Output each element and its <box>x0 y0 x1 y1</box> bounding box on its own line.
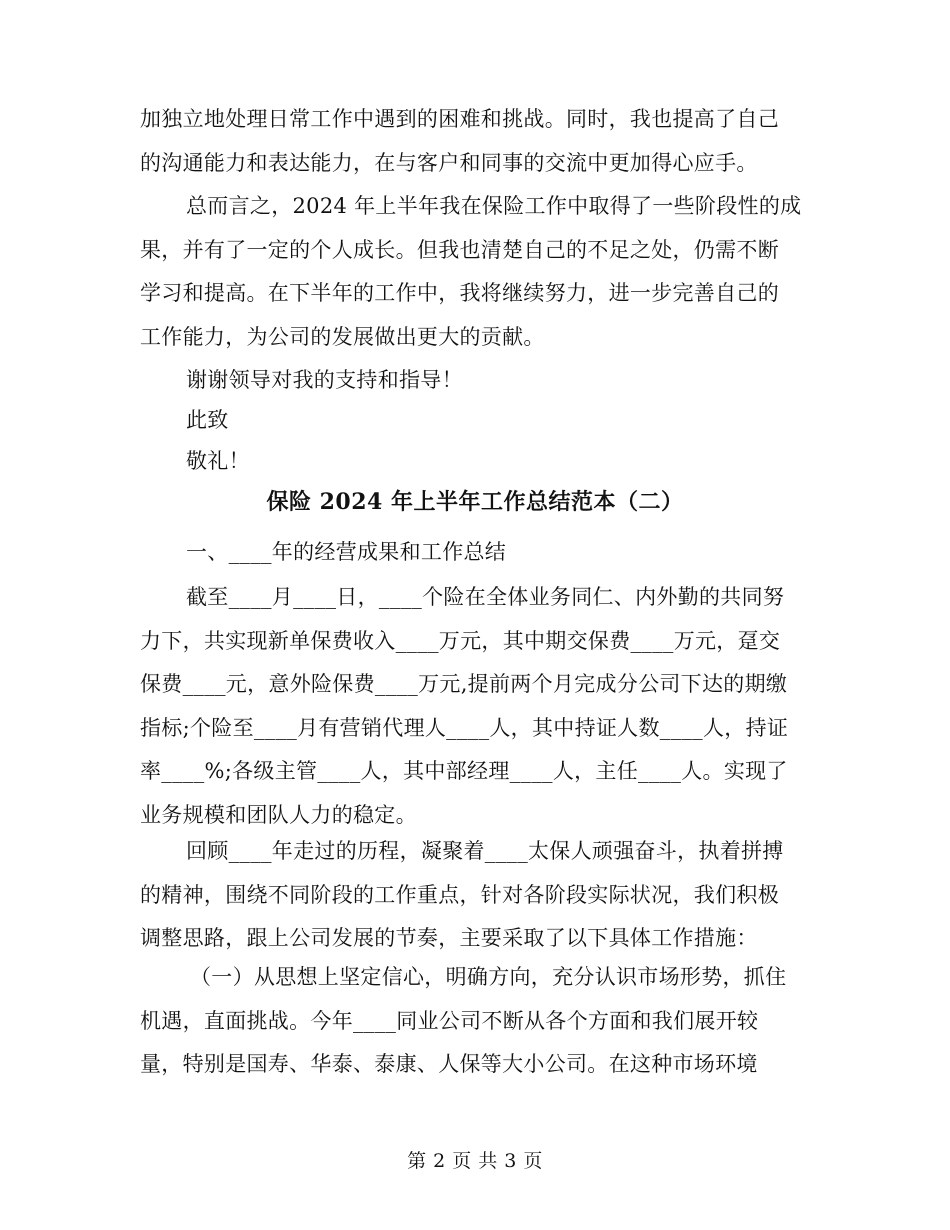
text-line: 一、____年的经营成果和工作总结 <box>186 540 507 564</box>
text-line: 率____%;各级主管____人，其中部经理____人，主任____人。实现了 <box>140 759 788 784</box>
text-line: 谢谢领导对我的支持和指导！ <box>186 368 463 392</box>
text-line: 指标;个险至____月有营销代理人____人，其中持证人数____人，持证 <box>140 715 789 740</box>
text-line: 截至____月____日，____个险在全体业务同仁、内外勤的共同努 <box>186 585 785 609</box>
carryover-paragraph <box>140 98 810 185</box>
text-line: 的精神，围绕不同阶段的工作重点，针对各阶段实际状况，我们积极 <box>140 882 779 907</box>
text-line: 力下，共实现新单保费收入____万元，其中期交保费____万元，趸交 <box>140 628 781 653</box>
text-line: 机遇，直面挑战。今年____同业公司不断从各个方面和我们展开较 <box>140 1008 759 1033</box>
thanks-line <box>140 359 810 403</box>
text-line: 保费____元，意外险保费____万元,提前两个月完成分公司下达的期缴 <box>140 672 788 697</box>
text-line: 学习和提高。在下半年的工作中，我将继续努力，进一步完善自己的 <box>140 281 779 306</box>
text-line: 果，并有了一定的个人成长。但我也清楚自己的不足之处，仍需不断 <box>140 237 779 262</box>
text-line: 总而言之，2024 年上半年我在保险工作中取得了一些阶段性的成 <box>186 194 802 218</box>
text-line: 调整思路，跟上公司发展的节奏，主要采取了以下具体工作措施： <box>140 926 758 951</box>
closing-salute <box>140 440 810 484</box>
summary-paragraph <box>140 185 810 359</box>
measure-1-paragraph <box>140 956 810 1087</box>
text-line: 加独立地处理日常工作中遇到的困难和挑战。同时，我也提高了自己 <box>140 107 779 131</box>
page-footer: 第 2 页 共 3 页 <box>407 1150 543 1172</box>
text-line: 工作能力，为公司的发展做出更大的贡献。 <box>140 324 545 349</box>
text-line: 业务规模和团队人力的稳定。 <box>140 802 417 827</box>
text-line: 此致 <box>186 408 229 432</box>
text-line: （一）从思想上坚定信心，明确方向，充分认识市场形势，抓住 <box>190 965 787 989</box>
review-paragraph <box>140 830 810 961</box>
closing-greeting <box>140 399 810 443</box>
text-line: 量，特别是国寿、华泰、泰康、人保等大小公司。在这种市场环境 <box>140 1052 758 1077</box>
heading-1 <box>140 531 810 575</box>
text-line: 的沟通能力和表达能力，在与客户和同事的交流中更加得心应手。 <box>140 150 758 175</box>
text-line: 回顾____年走过的历程，凝聚着____太保人顽强奋斗，执着拼搏 <box>186 839 784 863</box>
text-line: 敬礼！ <box>186 449 250 473</box>
section-title: 保险 2024 年上半年工作总结范本（二） <box>266 489 684 515</box>
results-paragraph <box>140 576 810 838</box>
